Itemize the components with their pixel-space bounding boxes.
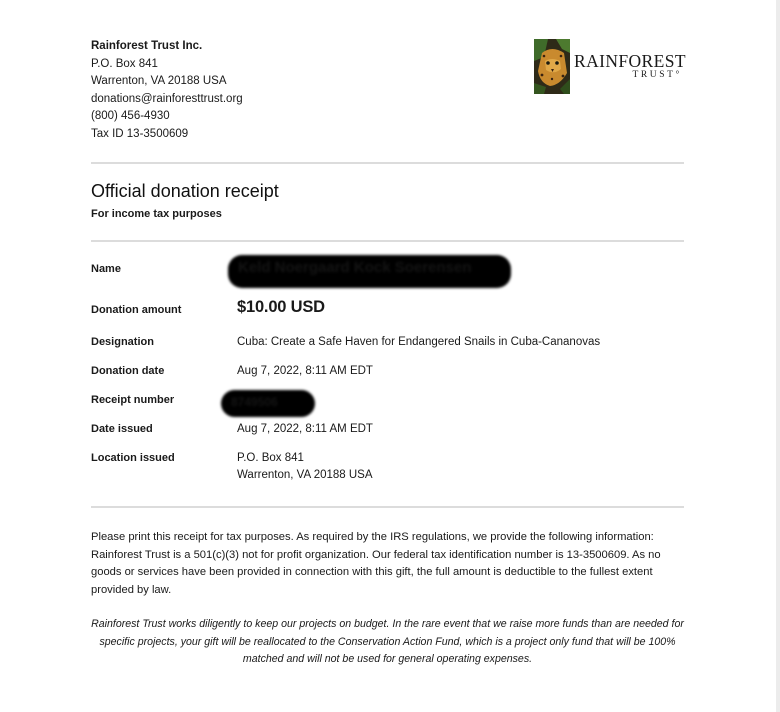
funds-reallocation-note: Rainforest Trust works diligently to keep our projects on budget. In the rare event that we raise more funds than are needed for specific projects, your gift will be reallocated to the Conservation Action Fund, which is a project only fund that will be 100% matched and will not be used for general operating expenses. [91, 618, 684, 666]
donation-amount-value: $10.00 USD [237, 298, 325, 316]
tax-notice: Please print this receipt for tax purposes. As required by the IRS regulations, we provide the following information: Rainforest Trust is a 501(c)(3) not for profit organization. Our federal tax identification number is 13-3500609. As no goods or services have been provided in connection with this gift, the full amount is deductible to the fullest extent provided by law. [91, 531, 661, 596]
organization-address-line1: P.O. Box 841 [91, 57, 158, 70]
name-label: Name [91, 263, 121, 275]
receipt-subtitle: For income tax purposes [91, 208, 222, 220]
receipt-number-label: Receipt number [91, 394, 175, 406]
donation-date-label: Donation date [91, 365, 165, 377]
location-line1: P.O. Box 841 [237, 452, 304, 464]
receipt-number-value: 8749506 [231, 395, 278, 409]
organization-phone: (800) 456-4930 [91, 110, 170, 123]
name-value: Keld Noergaard Kock Soerensen [238, 259, 472, 276]
organization-address-line2: Warrenton, VA 20188 USA [91, 75, 227, 88]
organization-name: Rainforest Trust Inc. [91, 40, 203, 52]
page-edge-shadow [776, 0, 780, 712]
location-line2: Warrenton, VA 20188 USA [237, 469, 373, 481]
name-redaction [228, 255, 511, 288]
designation-value: Cuba: Create a Safe Haven for Endangered Snails in Cuba-Cananovas [237, 336, 601, 348]
location-issued-label: Location issued [91, 452, 175, 464]
date-issued-label: Date issued [91, 423, 153, 435]
designation-label: Designation [91, 336, 154, 348]
receipt-number-redaction [221, 390, 315, 417]
logo-line1: RAINFOREST [574, 51, 686, 71]
donation-amount-label: Donation amount [91, 304, 182, 316]
receipt-title: Official donation receipt [91, 181, 279, 201]
logo-line2: TRUST° [632, 70, 682, 80]
organization-email[interactable]: donations@rainforesttrust.org [91, 92, 243, 105]
rainforest-trust-logo [534, 39, 684, 95]
divider [91, 240, 684, 242]
organization-block [91, 38, 243, 144]
organization-tax-id: Tax ID 13-3500609 [91, 127, 189, 140]
divider [91, 162, 684, 164]
logo-wordmark [574, 52, 686, 80]
date-issued-value: Aug 7, 2022, 8:11 AM EDT [237, 423, 373, 435]
donation-date-value: Aug 7, 2022, 8:11 AM EDT [237, 365, 373, 377]
divider [91, 506, 684, 508]
jaguar-icon [534, 39, 570, 94]
location-issued-value [237, 450, 373, 484]
